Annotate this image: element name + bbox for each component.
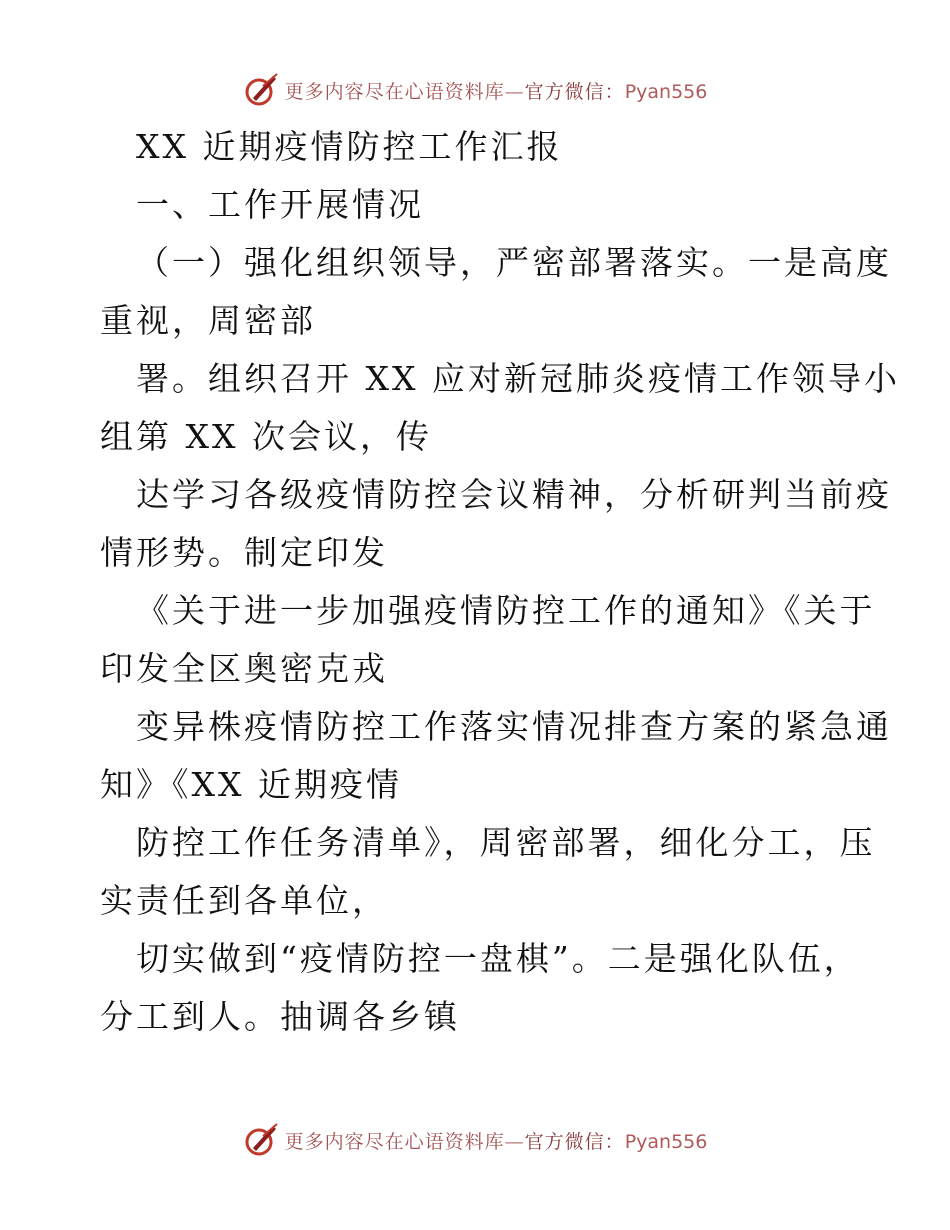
paragraph-line: 印发全区奥密克戎: [100, 649, 388, 688]
document-body: [100, 118, 900, 1046]
footer-banner-wx: 官方微信：: [524, 1130, 625, 1153]
paragraph-line: 知》《XX 近期疫情: [100, 765, 402, 804]
quill-pen-logo-icon: [243, 72, 279, 108]
document-title: XX 近期疫情防控工作汇报: [136, 127, 563, 166]
quill-pen-logo-icon: [243, 1122, 279, 1158]
paragraph-line: 《关于进一步加强疫情防控工作的通知》《关于: [136, 591, 876, 630]
paragraph-line: 防控工作任务清单》，周密部署，细化分工，压: [136, 823, 876, 862]
header-banner-wx: 官方微信：: [524, 80, 625, 103]
section-heading: 一、工作开展情况: [136, 185, 424, 224]
footer-watermark-banner: [0, 1122, 950, 1158]
paragraph-line: 组第 XX 次会议，传: [100, 417, 432, 456]
paragraph-line: 情形势。制定印发: [100, 533, 388, 572]
footer-banner-handle: Pyan556: [624, 1130, 708, 1153]
header-banner-sep: —: [504, 80, 525, 103]
paragraph-line: 达学习各级疫情防控会议精神，分析研判当前疫: [136, 475, 892, 514]
paragraph-line: 重视，周密部: [100, 301, 316, 340]
header-banner-handle: Pyan556: [624, 80, 708, 103]
header-watermark-banner: [0, 72, 950, 108]
header-banner-main: 更多内容尽在心语资料库: [284, 80, 505, 103]
paragraph-line: 署。组织召开 XX 应对新冠肺炎疫情工作领导小: [136, 359, 900, 398]
paragraph-line: 切实做到“疫情防控一盘棋”。二是强化队伍，: [136, 939, 860, 978]
footer-banner-main: 更多内容尽在心语资料库: [284, 1130, 505, 1153]
paragraph-line: 实责任到各单位，: [100, 881, 388, 920]
paragraph-line: 变异株疫情防控工作落实情况排查方案的紧急通: [136, 707, 892, 746]
header-banner-text: [285, 77, 708, 104]
paragraph-line: 分工到人。抽调各乡镇: [100, 997, 460, 1036]
paragraph-line: （一）强化组织领导，严密部署落实。一是高度: [136, 243, 892, 282]
footer-banner-text: [285, 1127, 708, 1154]
footer-banner-sep: —: [504, 1130, 525, 1153]
